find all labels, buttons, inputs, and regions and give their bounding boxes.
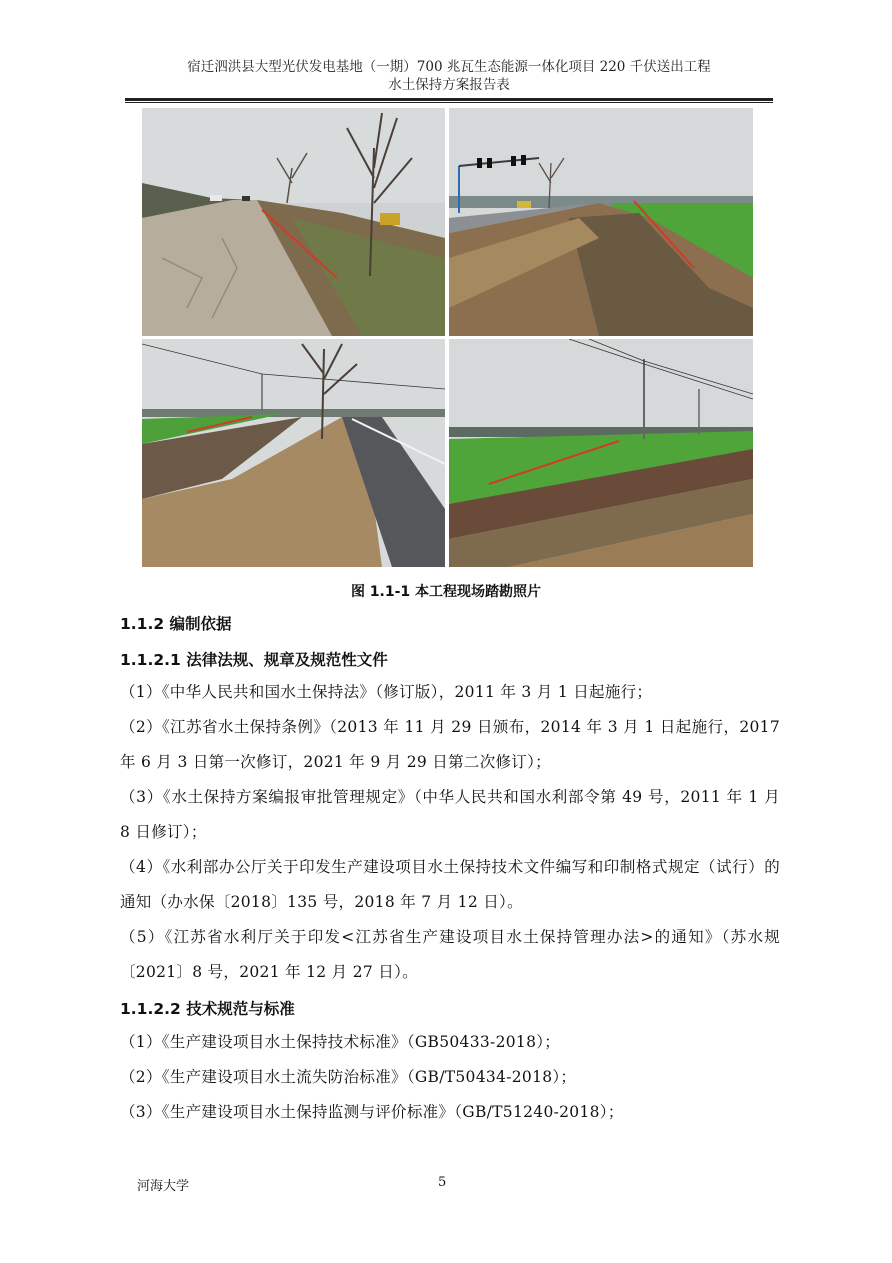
standard-item-1: （1）《生产建设项目水土保持技术标准》（GB50433-2018）； <box>120 1033 561 1051</box>
header-title-line2: 水土保持方案报告表 <box>388 77 510 93</box>
section-heading-1-1-2-1: 1.1.2.1 法律法规、规章及规范性文件 <box>120 651 388 669</box>
footer-organization: 河海大学 <box>137 1179 190 1194</box>
page-number: 5 <box>438 1175 447 1190</box>
site-photo-field-poles <box>449 339 753 567</box>
site-photo-road <box>142 108 445 336</box>
header-rule-thin <box>125 102 773 103</box>
standard-item-3: （3）《生产建设项目水土保持监测与评价标准》（GB/T51240-2018）； <box>120 1103 624 1121</box>
site-photo-ditch-field <box>449 108 753 336</box>
page-header <box>125 58 773 94</box>
site-photo-paved-road <box>142 339 445 567</box>
section-heading-1-1-2: 1.1.2 编制依据 <box>120 615 232 633</box>
figure-caption: 图 1.1-1 本工程现场踏勘照片 <box>350 584 542 600</box>
law-item-2: （2）《江苏省水土保持条例》（2013 年 11 月 29 日颁布，2014 年 3 月 1 日起施行，2017 年 6 月 3 日第一次修订，2021 年 9 月 29 日第二次修订）； <box>120 718 780 771</box>
header-title-line1: 宿迁泗洪县大型光伏发电基地（一期）700 兆瓦生态能源一体化项目 220 千伏送出工程 <box>187 59 711 75</box>
law-item-5: （5）《江苏省水利厅关于印发<江苏省生产建设项目水土保持管理办法>的通知》（苏水规〔2021〕8 号，2021 年 12 月 27 日）。 <box>120 928 780 981</box>
law-item-3: （3）《水土保持方案编报审批管理规定》（中华人民共和国水利部令第 49 号，2011 年 1 月 8 日修订）； <box>120 788 780 841</box>
law-item-1: （1）《中华人民共和国水土保持法》（修订版），2011 年 3 月 1 日起施行； <box>120 683 653 701</box>
header-rule <box>125 98 773 101</box>
section-heading-1-1-2-2: 1.1.2.2 技术规范与标准 <box>120 1000 295 1018</box>
standard-item-2: （2）《生产建设项目水土流失防治标准》（GB/T50434-2018）； <box>120 1068 577 1086</box>
law-item-4: （4）《水利部办公厅关于印发生产建设项目水土保持技术文件编写和印制格式规定（试行）的通知（办水保〔2018〕135 号，2018 年 7 月 12 日）。 <box>120 858 780 911</box>
